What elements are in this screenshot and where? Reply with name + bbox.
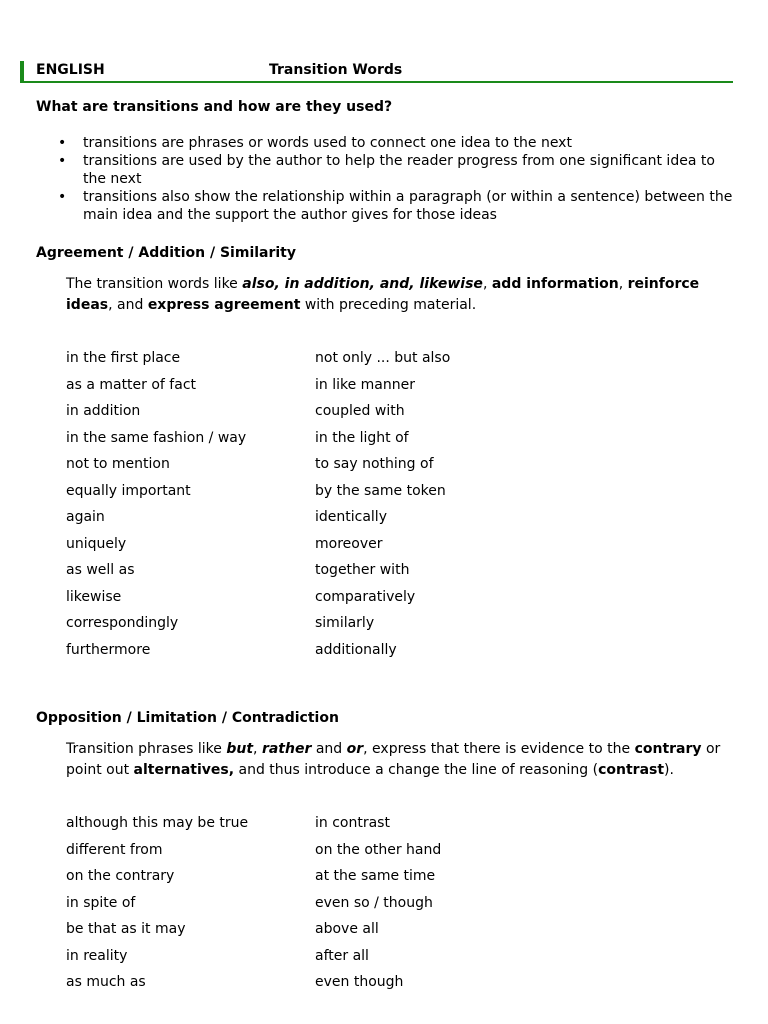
intro-heading: What are transitions and how are they used?	[36, 99, 393, 115]
word-item: together with	[315, 562, 410, 578]
opposition-description: Transition phrases like but, rather and or, express that there is evidence to the contrary or point out alternatives, and thus introduce a change the line of reasoning (contrast).	[66, 741, 721, 778]
word-row	[66, 561, 726, 588]
intro-bullet-list	[36, 134, 736, 224]
word-item: equally important	[66, 482, 191, 499]
word-row	[66, 349, 726, 376]
word-item: at the same time	[315, 868, 436, 884]
word-item: correspondingly	[66, 615, 179, 631]
word-row	[66, 508, 726, 535]
word-item: although this may be true	[66, 815, 249, 831]
page-title: Transition Words	[269, 62, 403, 78]
word-row	[66, 482, 726, 509]
opposition-word-list	[66, 814, 726, 1000]
word-item: likewise	[66, 588, 122, 605]
word-item: in spite of	[66, 894, 136, 911]
word-item: again	[66, 509, 105, 525]
word-item: comparatively	[315, 588, 416, 605]
word-item: on the contrary	[66, 868, 175, 884]
header-subject: ENGLISH	[36, 62, 105, 78]
word-row	[66, 376, 726, 403]
word-item: identically	[315, 509, 387, 525]
agreement-word-list	[66, 349, 726, 667]
word-item: coupled with	[315, 403, 405, 419]
word-row	[66, 641, 726, 668]
word-item: even though	[315, 974, 404, 990]
word-row	[66, 455, 726, 482]
word-row	[66, 867, 726, 894]
intro-bullet: • transitions are phrases or words used to connect one idea to the next	[36, 134, 736, 152]
word-item: not only ... but also	[315, 350, 451, 366]
word-item: not to mention	[66, 456, 170, 472]
word-item: uniquely	[66, 535, 127, 552]
word-item: by the same token	[315, 482, 446, 499]
word-item: as well as	[66, 562, 135, 578]
word-item: furthermore	[66, 641, 151, 658]
word-row	[66, 814, 726, 841]
word-item: similarly	[315, 615, 375, 631]
word-item: as much as	[66, 974, 146, 990]
word-row	[66, 402, 726, 429]
word-item: in addition	[66, 403, 141, 419]
header-accent-bar	[20, 61, 24, 81]
agreement-heading: Agreement / Addition / Similarity	[36, 245, 297, 261]
word-row	[66, 614, 726, 641]
word-row	[66, 588, 726, 615]
word-item: in the first place	[66, 350, 181, 366]
word-item: in the light of	[315, 429, 409, 446]
word-item: on the other hand	[315, 841, 442, 858]
opposition-heading: Opposition / Limitation / Contradiction	[36, 710, 339, 726]
page-header	[20, 60, 733, 83]
word-item: above all	[315, 921, 379, 937]
word-row	[66, 894, 726, 921]
word-item: after all	[315, 947, 369, 964]
word-item: in reality	[66, 947, 128, 964]
word-row	[66, 920, 726, 947]
word-item: different from	[66, 841, 163, 858]
word-item: in like manner	[315, 376, 415, 393]
word-item: even so / though	[315, 894, 433, 911]
word-item: to say nothing of	[315, 456, 434, 472]
agreement-description: The transition words like also, in addition, and, likewise, add information, reinforce ideas, and express agreement with preceding material.	[66, 276, 700, 313]
word-item: in the same fashion / way	[66, 429, 247, 446]
word-row	[66, 973, 726, 1000]
word-item: moreover	[315, 535, 383, 552]
word-item: as a matter of fact	[66, 376, 197, 393]
word-row	[66, 841, 726, 868]
word-item: additionally	[315, 641, 397, 658]
intro-bullet: • transitions also show the relationship within a paragraph (or within a sentence) between the main idea and the support the author gives for those ideas	[36, 188, 736, 224]
word-row	[66, 947, 726, 974]
word-item: in contrast	[315, 815, 390, 831]
word-row	[66, 429, 726, 456]
word-row	[66, 535, 726, 562]
intro-bullet: • transitions are used by the author to help the reader progress from one significant idea to the next	[36, 152, 736, 188]
word-item: be that as it may	[66, 921, 186, 937]
